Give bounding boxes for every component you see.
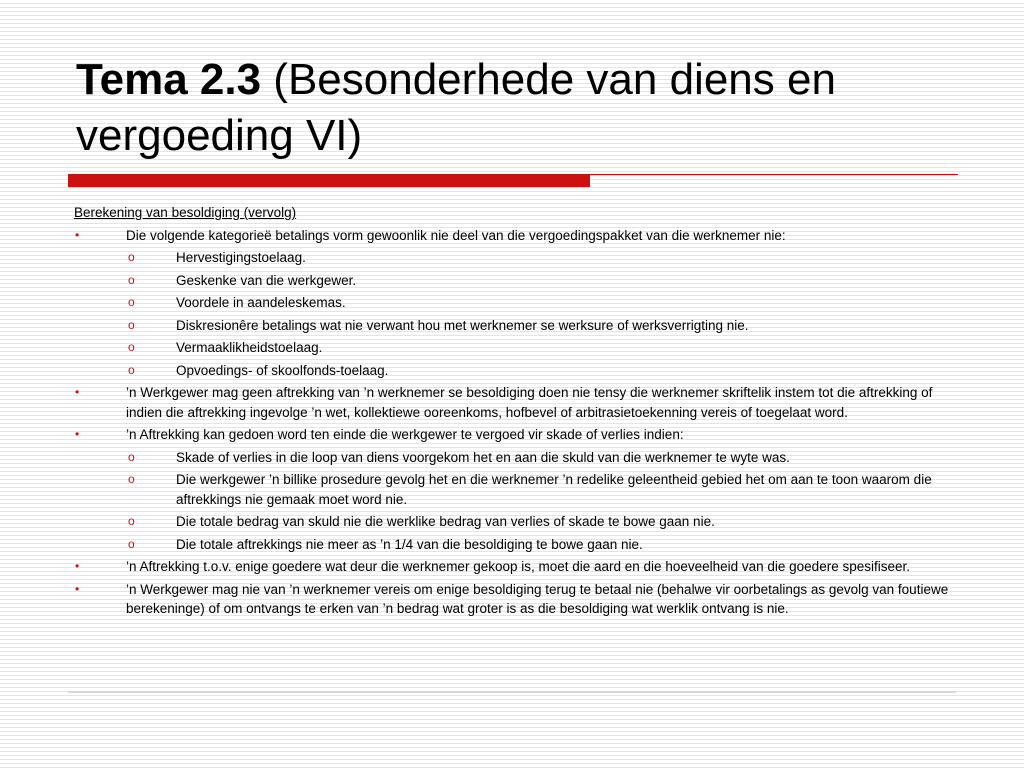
slide-body <box>74 203 954 619</box>
sub-bullet-text: Die totale bedrag van skuld nie die werklike bedrag van verlies of skade te bowe gaan nie. <box>176 514 715 529</box>
bullet-dot-icon: • <box>75 427 80 441</box>
bullet-dot-icon: • <box>75 559 80 573</box>
title-divider-bar <box>68 174 590 187</box>
circle-bullet-icon: o <box>128 340 135 354</box>
circle-bullet-icon: o <box>128 250 135 264</box>
sub-bullet-item <box>74 316 954 336</box>
sub-bullet-item <box>74 535 954 555</box>
sub-bullet-item <box>74 448 954 468</box>
bullet-item <box>74 557 954 577</box>
bullet-text: ’n Aftrekking kan gedoen word ten einde die werkgewer te vergoed vir skade of verlies indien: <box>126 427 684 442</box>
bullet-text: ’n Aftrekking t.o.v. enige goedere wat deur die werknemer gekoop is, moet die aard en die hoeveelheid van die goedere spesifiseer. <box>126 559 910 574</box>
sub-bullet-item <box>74 271 954 291</box>
bullet-item <box>74 226 954 246</box>
sub-bullet-text: Die werkgewer ’n billike prosedure gevolg het en die werknemer ’n redelike geleentheid gebied het om aan te toon waarom die aftrekkings nie gemaak moet word nie. <box>176 472 932 507</box>
sub-bullet-item <box>74 361 954 381</box>
sub-bullet-text: Diskresionêre betalings wat nie verwant hou met werknemer se werksure of werksverrigting nie. <box>176 317 749 333</box>
bullet-item <box>74 425 954 445</box>
title-divider <box>68 174 958 187</box>
slide-title <box>76 52 976 164</box>
bullet-dot-icon: • <box>75 385 80 399</box>
sub-bullet-item <box>74 293 954 313</box>
circle-bullet-icon: o <box>128 295 135 309</box>
bullet-dot-icon: • <box>75 227 80 242</box>
sub-bullet-text: Skade of verlies in die loop van diens voorgekom het en aan die skuld van die werknemer te wyte was. <box>176 449 790 465</box>
bullet-dot-icon: • <box>75 581 80 596</box>
bullet-item <box>74 580 954 619</box>
bullet-text: Die volgende kategorieë betalings vorm gewoonlik nie deel van die vergoedingspakket van die werknemer nie: <box>126 227 786 243</box>
section-subheading: Berekening van besoldiging (vervolg) <box>74 205 297 220</box>
circle-bullet-icon: o <box>128 362 135 377</box>
sub-bullet-item <box>74 248 954 268</box>
slide-title-subtitle: (Besonderhede van diens en vergoeding VI) <box>76 55 836 160</box>
title-divider-line <box>590 174 958 175</box>
sub-bullet-item <box>74 512 954 532</box>
sub-bullet-item <box>74 338 954 358</box>
circle-bullet-icon: o <box>128 536 135 551</box>
sub-bullet-item <box>74 470 954 509</box>
bullet-item <box>74 383 954 422</box>
circle-bullet-icon: o <box>128 317 135 332</box>
sub-bullet-text: Voordele in aandeleskemas. <box>176 295 346 310</box>
sub-bullet-text: Vermaaklikheidstoelaag. <box>176 340 323 355</box>
footer-divider <box>68 691 956 693</box>
circle-bullet-icon: o <box>128 472 135 486</box>
bullet-text: ’n Werkgewer mag geen aftrekking van ’n werknemer se besoldiging doen nie tensy die werknemer skriftelik instem tot die aftrekking of indien die aftrekking ingevolge ’n wet, kollektiewe ooreenkoms, hofbevel of arbitrasietoekenning vereis of toegelaat word. <box>126 385 933 420</box>
bullet-text: ’n Werkgewer mag nie van ’n werknemer vereis om enige besoldiging terug te betaal nie (behalwe vir oorbetalings as gevolg van foutiewe berekeninge) of om ontvangs te erken van ’n bedrag wat groter is as die besoldiging wat werklik ontvang is nie. <box>126 581 949 616</box>
circle-bullet-icon: o <box>128 272 135 287</box>
slide-title-topic: Tema 2.3 <box>76 55 262 104</box>
sub-bullet-text: Geskenke van die werkgewer. <box>176 272 357 288</box>
sub-bullet-text: Hervestigingstoelaag. <box>176 250 306 265</box>
circle-bullet-icon: o <box>128 449 135 464</box>
circle-bullet-icon: o <box>128 514 135 528</box>
sub-bullet-text: Opvoedings- of skoolfonds-toelaag. <box>176 362 389 378</box>
sub-bullet-text: Die totale aftrekkings nie meer as ’n 1/4 van die besoldiging te bowe gaan nie. <box>176 536 643 552</box>
